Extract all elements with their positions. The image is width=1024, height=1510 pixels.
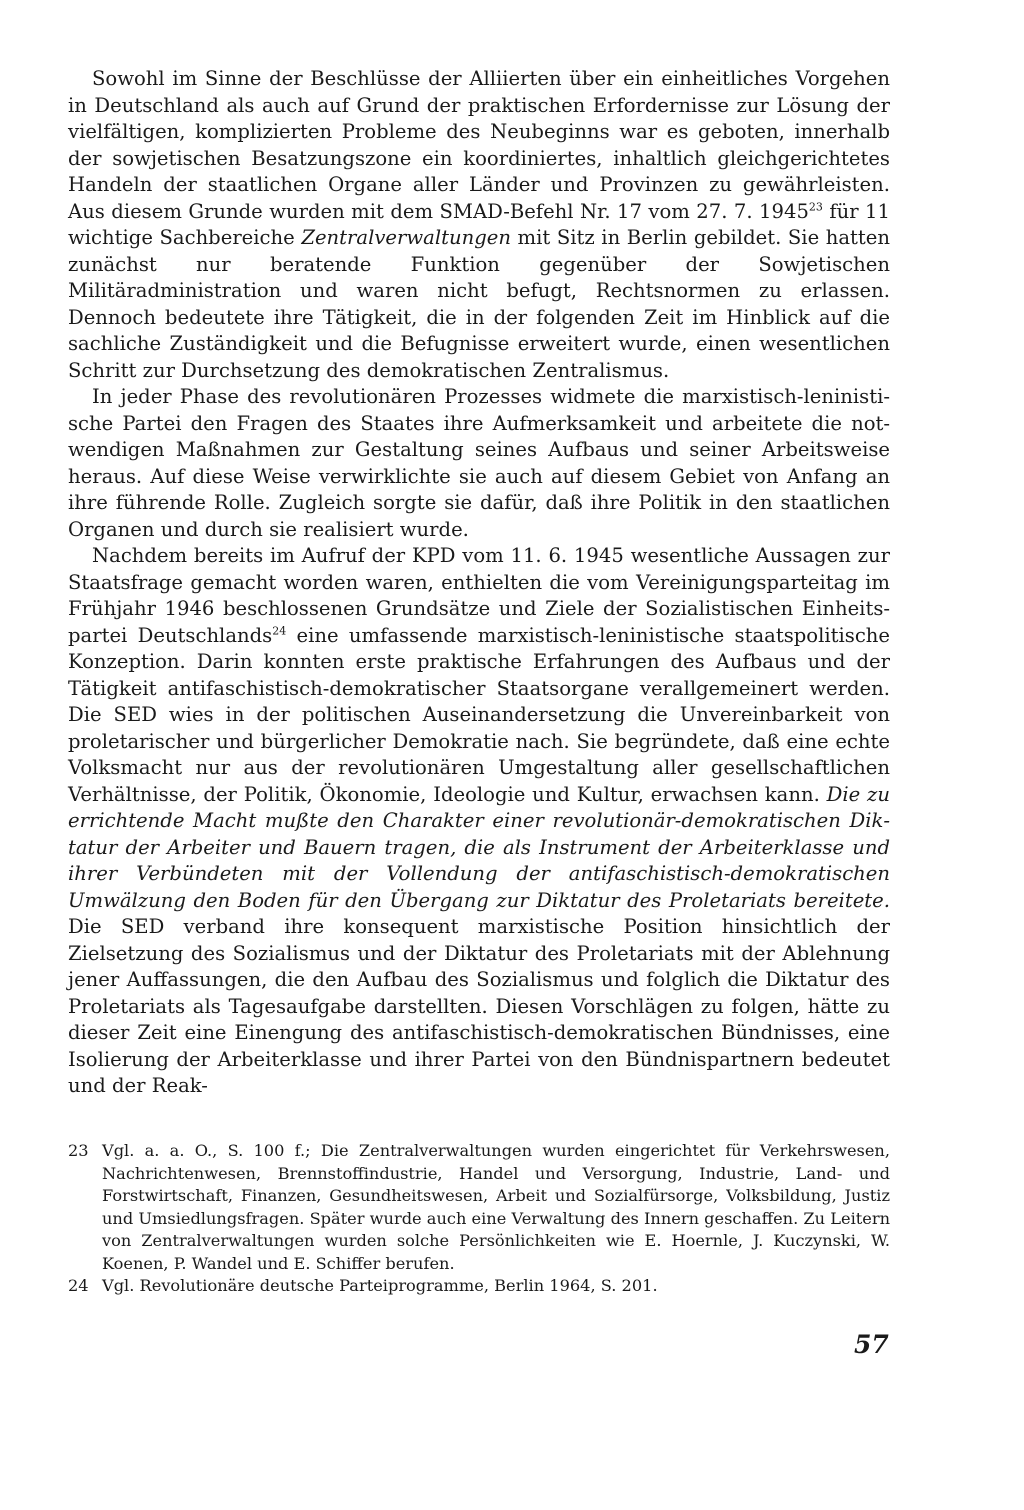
page-number: 57 bbox=[854, 1330, 889, 1359]
paragraph-3-text-c: Die SED verband ihre konsequent marxistische Position hinsichtlich der Zielsetzung des Sozialismus und der Diktatur des Proletariats mit der Ablehnung jener Auffassungen, die den Aufbau des Sozialismus und folglich die Diktatur des Proletariats als Tagesaufgabe darstellten. Diesen Vorschlägen zu folgen, hätte zu dieser Zeit eine Einengung des antifaschistisch-demokratischen Bündnisses, eine Isolierung der Arbeiterklasse und ihrer Partei von den Bündnispartnern bedeutet und der Reak- bbox=[68, 915, 890, 1097]
footnote-text: Vgl. Revolutionäre deutsche Parteiprogramme, Berlin 1964, S. 201. bbox=[102, 1276, 658, 1295]
footnote-23 bbox=[68, 1140, 890, 1275]
paragraph-1-text-a: Sowohl im Sinne der Beschlüsse der Alliierten über ein einheitliches Vorgehen in Deutschland als auch auf Grund der praktischen Erfordernisse zur Lösung der vielfältigen, komplizierten Probleme des Neubeginns war es geboten, innerhalb der sowjetischen Besatzungszone ein koordiniertes, inhaltlich gleichgerichtetes Handeln der staatlichen Organe aller Länder und Provinzen zu gewährleisten. Aus diesem Grunde wurden mit dem SMAD-Befehl Nr. 17 vom 27. 7. 1945 bbox=[68, 67, 890, 223]
paragraph-3 bbox=[68, 543, 890, 1100]
paragraph-1-text-c: mit Sitz in Berlin gebildet. Sie hatten zunächst nur beratende Funktion gegenüber der Sowjetischen Militäradministration und waren nicht befugt, Rechtsnormen zu erlassen. Dennoch bedeutete ihre Tätigkeit, die in der folgenden Zeit im Hinblick auf die sachliche Zuständigkeit und die Befugnisse erweitert wurde, einen wesentlichen Schritt zur Durchsetzung des demokratischen Zentralismus. bbox=[68, 226, 891, 382]
footnote-number: 23 bbox=[68, 1141, 89, 1160]
footnote-ref-23: 23 bbox=[808, 199, 823, 213]
footnote-text: Vgl. a. a. O., S. 100 f.; Die Zentralverwaltungen wurden eingerichtet für Verkehrswesen, Nachrichtenwesen, Brennstoffindustrie, Handel und Versorgung, Industrie, Land- und Forstwirtschaft, Finanzen, Gesundheitswesen, Arbeit und Sozialfürsorge, Volksbildung, Justiz und Umsiedlungsfragen. Später wurde auch eine Verwaltung des Innern geschaffen. Zu Leitern von Zentralverwaltungen wurden solche Persönlichkeiten wie E. Hoernle, J. Kuczynski, W. Koenen, P. Wandel und E. Schiffer berufen. bbox=[102, 1141, 890, 1273]
paragraph-2: In jeder Phase des revolutionären Prozesses widmete die marxistisch-leninistische Partei den Fragen des Staates ihre Aufmerksamkeit und arbeitete die notwendigen Maßnahmen zur Gestaltung seines Aufbaus und seiner Arbeitsweise heraus. Auf diese Weise verwirklichte sie auch auf diesem Gebiet von Anfang an ihre führende Rolle. Zugleich sorgte sie dafür, daß ihre Politik in den staatlichen Organen und durch sie realisiert wurde. bbox=[68, 385, 890, 541]
paragraph-3-emphasis: Die zu errichtende Macht mußte den Charakter einer revolutionär-demokratischen Diktatur der Arbeiter und Bauern tragen, die als Instrument der Arbeiterklasse und ihrer Verbündeten mit der Vollendung der antifaschistisch-demokratischen Umwälzung den Boden für den Übergang zur Diktatur des Proletariats bereitete. bbox=[68, 782, 890, 912]
paragraph-1-text-b: für 11 wichtige Sachbereiche bbox=[68, 199, 890, 249]
paragraph-1 bbox=[68, 66, 890, 384]
main-text bbox=[68, 66, 890, 1100]
footnotes bbox=[68, 1140, 890, 1298]
footnote-ref-24: 24 bbox=[272, 623, 287, 637]
paragraph-3-text-b: eine umfassende marxistisch-leninistische staatspolitische Konzeption. Darin konnten erste praktische Erfahrungen des Aufbaus und der Tätigkeit antifaschistisch-demokratischer Staatsorgane verallgemeinert werden. Die SED wies in der politischen Auseinandersetzung die Unvereinbarkeit von proletarischer und bürgerlicher Demokratie nach. Sie begründete, daß eine echte Volksmacht nur aus der revolutionären Umgestaltung aller gesellschaftlichen Verhältnisse, der Politik, Ökonomie, Ideologie und Kultur, erwachsen kann. bbox=[68, 623, 891, 806]
paragraph-3-text-a: Nachdem bereits im Aufruf der KPD vom 11. 6. 1945 wesentliche Aussagen zur Staatsfrage gemacht worden waren, enthielten die vom Vereinigungsparteitag im Frühjahr 1946 beschlossenen Grundsätze und Ziele der Sozialistischen Einheitspartei Deutschlands bbox=[68, 544, 890, 647]
footnote-number: 24 bbox=[68, 1276, 89, 1295]
paragraph-1-emphasis: Zentralverwaltungen bbox=[301, 226, 511, 249]
footnote-24 bbox=[68, 1275, 890, 1298]
